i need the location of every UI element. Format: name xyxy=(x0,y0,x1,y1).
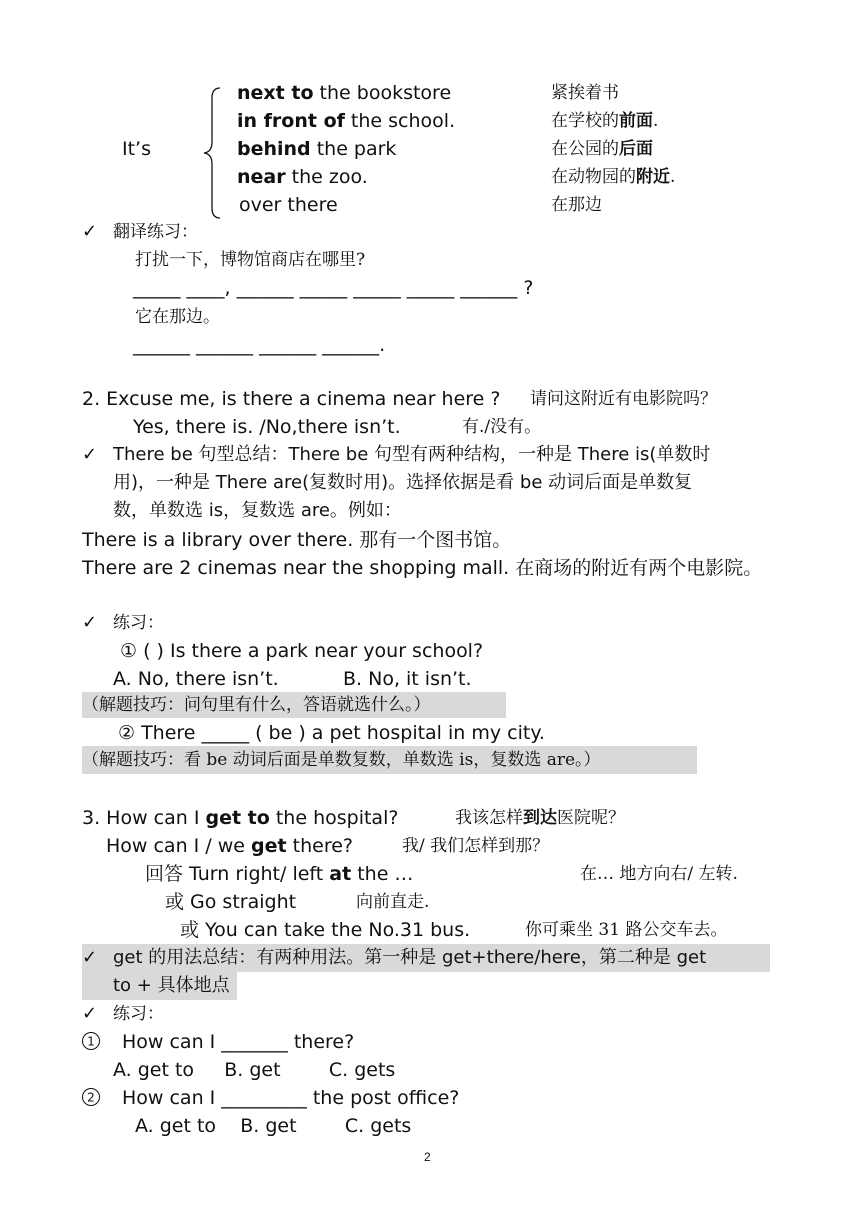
there-be-example-2: There are 2 cinemas near the shopping mall. 在商场的附近有两个电影院。 xyxy=(82,557,763,579)
prep-zh-2: 在学校的前面. xyxy=(551,111,659,131)
s3-answer-bus-zh: 你可乘坐 31 路公交车去。 xyxy=(525,920,728,940)
s3-practice-title: 练习： xyxy=(113,1004,164,1024)
prep-row-3: behind the park xyxy=(237,138,397,160)
prep-row-1: next to the bookstore xyxy=(237,82,452,104)
s2-answer-zh: 有./没有。 xyxy=(462,417,542,437)
prep-row-4: near the zoo. xyxy=(237,166,368,188)
svg-text:2: 2 xyxy=(87,1090,95,1105)
s3-question-zh: 我该怎样到达医院呢？ xyxy=(455,808,625,828)
check-icon: ✓ xyxy=(82,1003,98,1024)
translation-q1: 打扰一下，博物馆商店在哪里? xyxy=(135,250,366,270)
s2-q1-option-a: A. No, there isn’t. xyxy=(113,668,279,690)
s2-question: 2. Excuse me, is there a cinema near here ? xyxy=(82,388,501,410)
check-icon: ✓ xyxy=(82,612,98,633)
prep-zh-4: 在动物园的附近. xyxy=(551,167,676,187)
prep-zh-5: 在那边 xyxy=(551,195,602,215)
s2-tip-1: （解题技巧：问句里有什么，答语就选什么。） xyxy=(82,695,431,715)
prep-row-5: over there xyxy=(239,194,338,216)
translation-q2: 它在那边。 xyxy=(135,307,220,327)
circled-number-2-icon xyxy=(81,1087,101,1107)
s2-practice-q1: ① ( ) Is there a park near your school? xyxy=(120,640,484,662)
get-summary-2: to + 具体地点 xyxy=(113,975,230,996)
its-label: It’s xyxy=(122,138,151,160)
svg-text:1: 1 xyxy=(87,1034,95,1049)
s3-question-2: How can I / we get there? xyxy=(106,835,353,857)
curly-brace-icon xyxy=(202,86,222,220)
s3-practice-q1: How can I _______ there? xyxy=(122,1031,355,1053)
s2-question-zh: 请问这附近有电影院吗？ xyxy=(530,389,717,409)
s3-answer-turn-zh: 在… 地方向右/ 左转. xyxy=(580,864,738,884)
check-icon: ✓ xyxy=(82,947,98,968)
s3-answer-turn: 回答 Turn right/ left at the … xyxy=(145,863,414,885)
there-be-summary-3: 数，单数选 is，复数选 are。例如： xyxy=(113,500,402,521)
s2-q1-option-b: B. No, it isn’t. xyxy=(343,668,472,690)
there-be-summary-1: There be 句型总结：There be 句型有两种结构，一种是 There is(单数时 xyxy=(113,444,711,465)
prep-zh-1: 紧挨着书 xyxy=(551,83,619,103)
s3-answer-straight: 或 Go straight xyxy=(165,891,297,913)
s2-practice-title: 练习： xyxy=(113,613,164,633)
prep-row-2: in front of the school. xyxy=(237,110,456,132)
s3-q1-options: A. get to B. get C. gets xyxy=(113,1059,396,1081)
s3-practice-q2: How can I _________ the post office? xyxy=(122,1087,460,1109)
circled-number-1-icon xyxy=(81,1031,101,1051)
check-icon: ✓ xyxy=(82,221,98,242)
s2-answer: Yes, there is. /No,there isn’t. xyxy=(133,416,401,438)
s3-answer-straight-zh: 向前直走. xyxy=(356,892,430,912)
there-be-example-1: There is a library over there. 那有一个图书馆。 xyxy=(82,529,512,551)
translation-q2-blanks: ______ ______ ______ ______. xyxy=(133,334,386,356)
translation-practice-title: 翻译练习： xyxy=(113,222,198,242)
s2-tip-2: （解题技巧：看 be 动词后面是单数复数，单数选 is，复数选 are。） xyxy=(82,750,601,770)
s3-q2-options: A. get to B. get C. gets xyxy=(135,1115,412,1137)
page-number: 2 xyxy=(424,1150,431,1164)
get-summary-1: get 的用法总结：有两种用法。第一种是 get+there/here，第二种是 get xyxy=(113,947,707,968)
s3-question-2-zh: 我/ 我们怎样到那？ xyxy=(402,836,550,856)
s3-answer-bus: 或 You can take the No.31 bus. xyxy=(180,919,471,941)
s3-question: 3. How can I get to the hospital? xyxy=(82,807,399,829)
s2-practice-q2: ② There _____ ( be ) a pet hospital in my city. xyxy=(118,722,545,744)
translation-q1-blanks: _____ ____, ______ _____ _____ _____ ______ ? xyxy=(133,277,534,299)
check-icon: ✓ xyxy=(82,444,98,465)
there-be-summary-2: 用)，一种是 There are(复数时用)。选择依据是看 be 动词后面是单数复 xyxy=(113,472,693,493)
prep-zh-3: 在公园的后面 xyxy=(551,139,653,159)
